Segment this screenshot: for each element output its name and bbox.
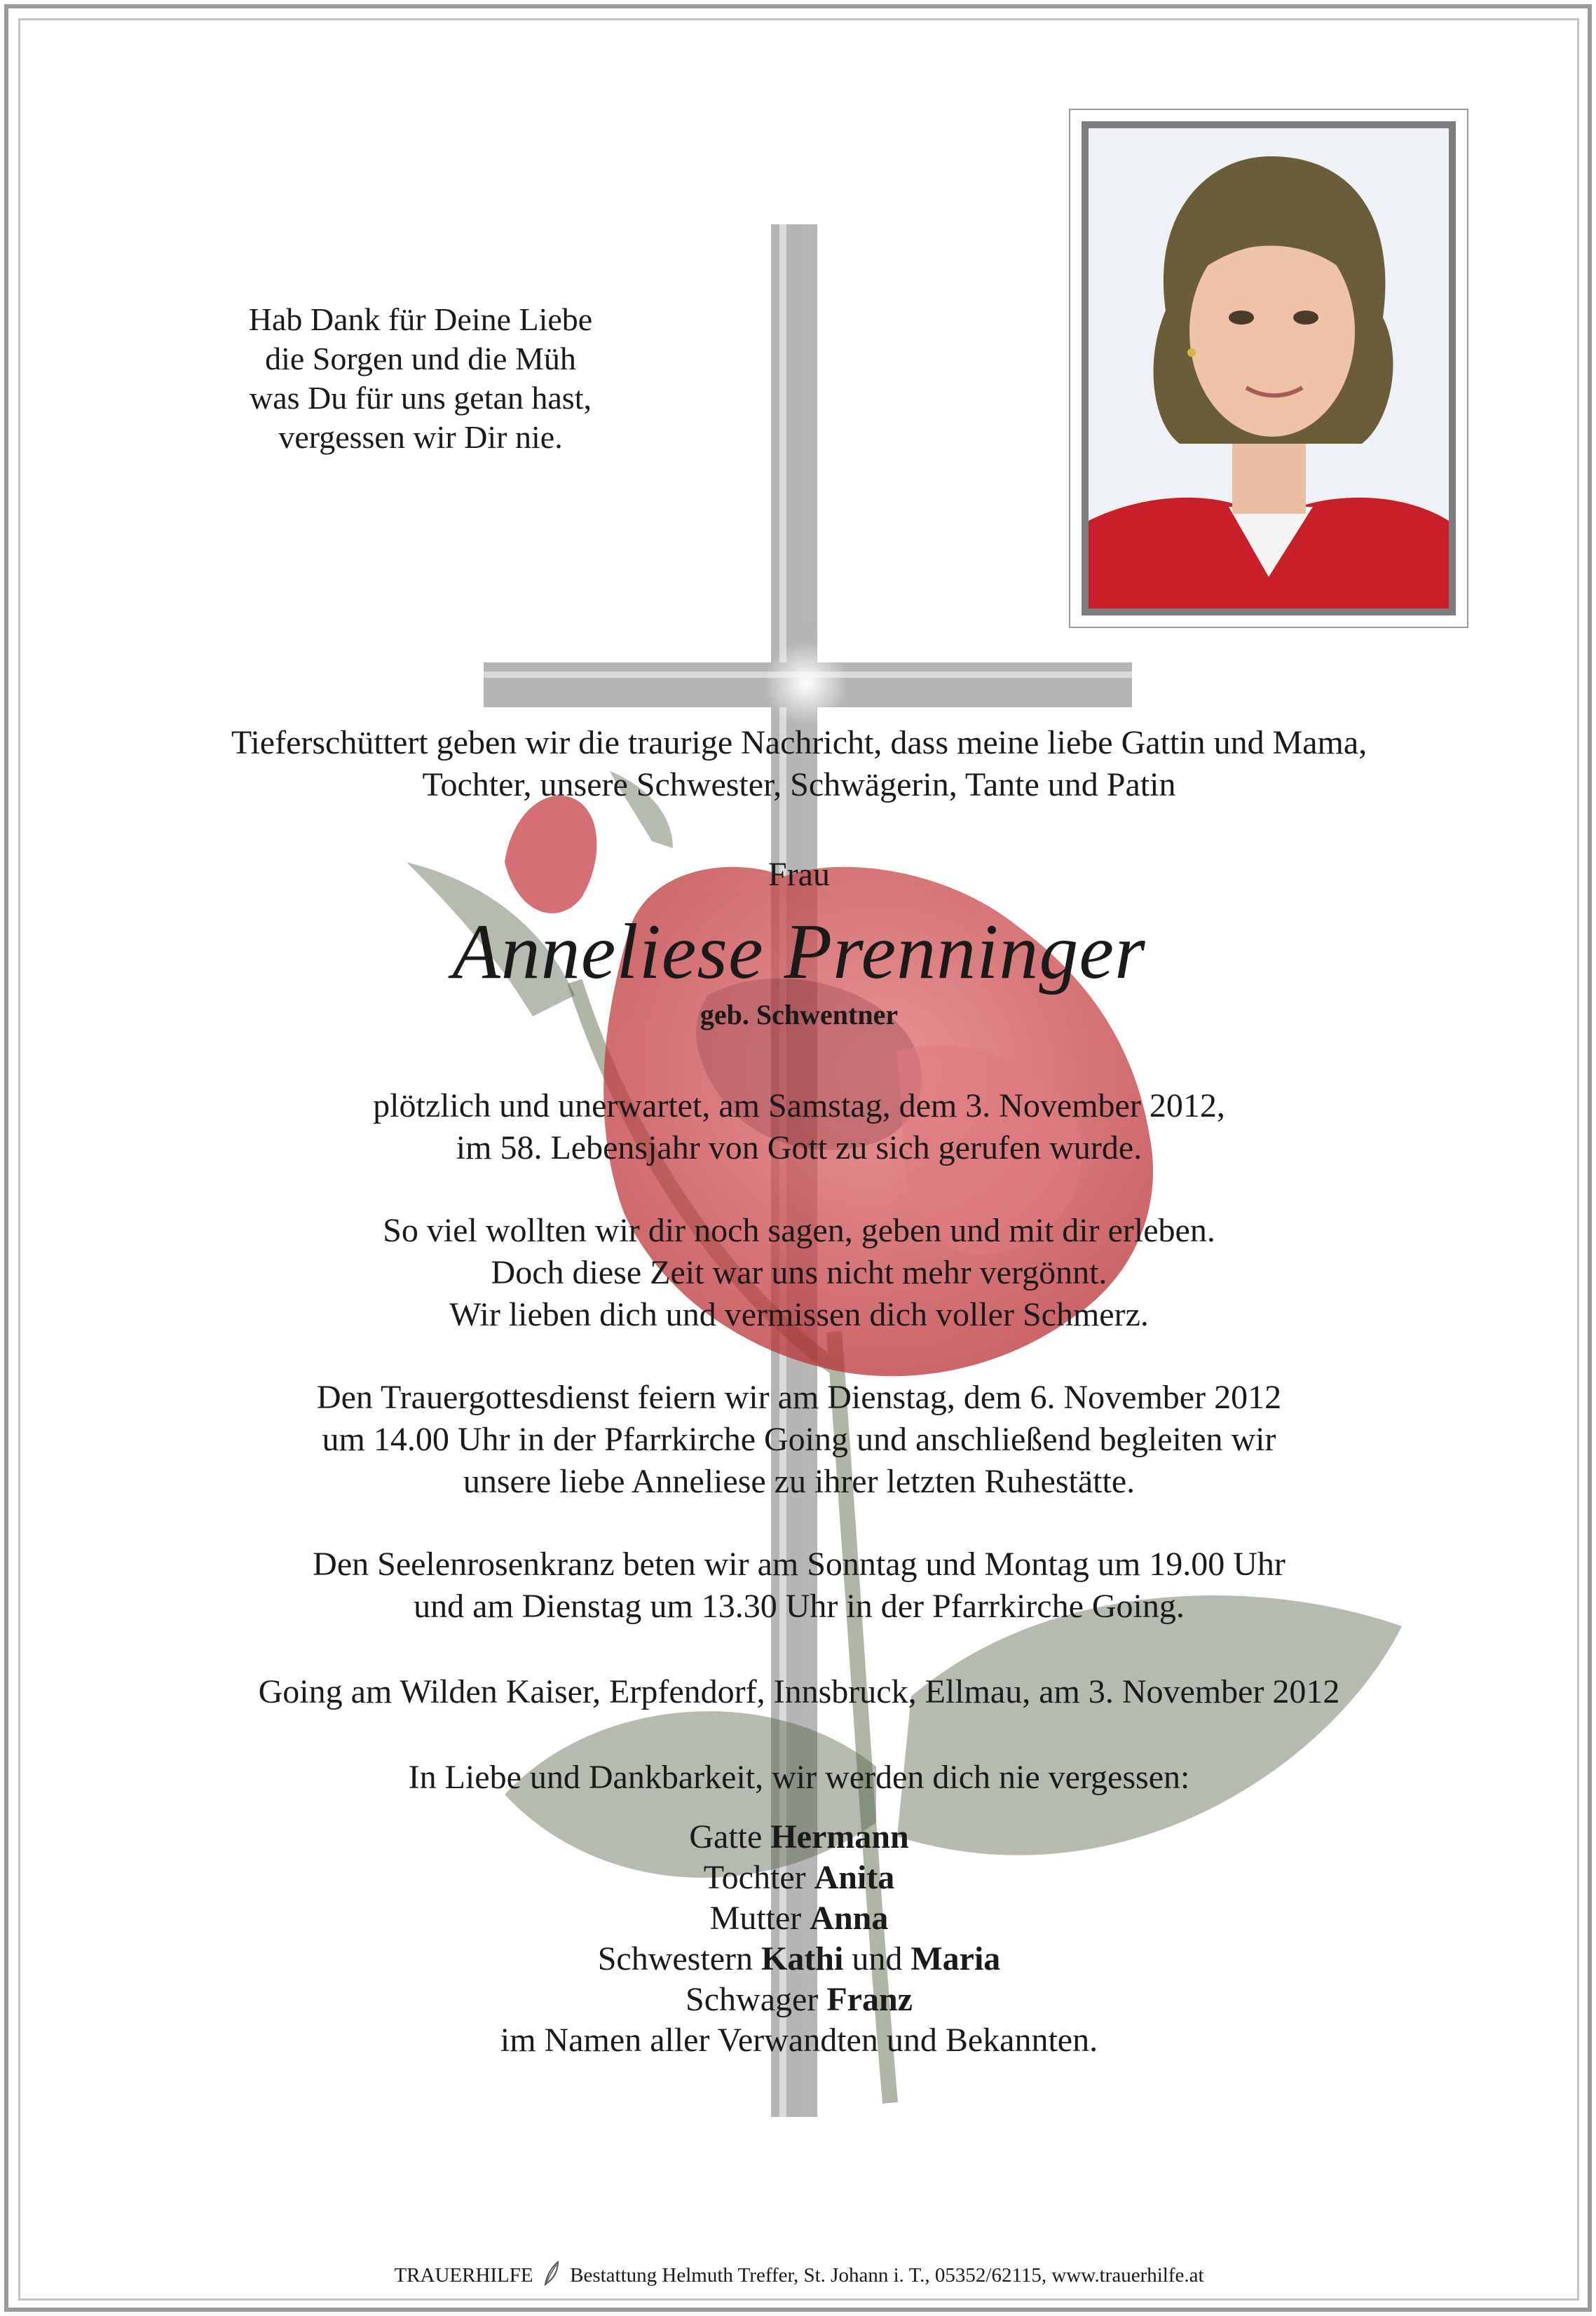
footer-brand: TRAUERHILFE: [394, 2264, 533, 2287]
mourner-relation: Schwestern: [597, 1940, 753, 1977]
mourner-name: Hermann: [770, 1818, 909, 1855]
poem-line: die Sorgen und die Müh: [265, 341, 576, 376]
salutation: Frau: [768, 856, 830, 893]
mourner-row: [112, 1980, 1486, 2020]
rosary-line: Den Seelenrosenkranz beten wir am Sonntag und Montag um 19.00 Uhr: [313, 1546, 1285, 1583]
mourners-list: [112, 1817, 1486, 2061]
mourner-relation: Mutter: [709, 1900, 802, 1937]
portrait-photo: [1089, 128, 1449, 608]
mourner-row: [112, 1939, 1486, 1980]
funeral-info: [112, 1377, 1486, 1503]
mourner-name: Anita: [814, 1859, 895, 1896]
footer-details: Bestattung Helmuth Treffer, St. Johann i. T., 05352/62115, www.trauerhilfe.at: [570, 2264, 1204, 2287]
mourner-name: Maria: [910, 1940, 1001, 1977]
mourner-name: Kathi: [761, 1940, 844, 1977]
poem-line: Hab Dank für Deine Liebe: [248, 301, 593, 337]
birth-name: geb. Schwentner: [700, 999, 899, 1030]
death-notice: [112, 1085, 1486, 1169]
mourner-name: Anna: [810, 1900, 889, 1937]
mourner-row: im Namen aller Verwandten und Bekannten.: [500, 2022, 1098, 2059]
poem-line: was Du für uns getan hast,: [249, 380, 592, 416]
portrait-frame: [1069, 109, 1468, 628]
deceased-name: Anneliese Prenninger: [452, 908, 1146, 995]
footer: [112, 2261, 1486, 2288]
mourner-relation: Gatte: [689, 1818, 763, 1855]
mourner-row: [112, 1898, 1486, 1939]
memorial-poem: [140, 300, 701, 457]
cross-glint-icon: [764, 641, 848, 726]
rosary-line: und am Dienstag um 13.30 Uhr in der Pfarrkirche Going.: [414, 1588, 1185, 1625]
death-notice-line: plötzlich und unerwartet, am Samstag, dem 3. November 2012,: [373, 1087, 1225, 1124]
funeral-line: unsere liebe Anneliese zu ihrer letzten Ruhestätte.: [463, 1463, 1135, 1500]
mourner-relation: Schwager: [686, 1981, 819, 2018]
closing-line: In Liebe und Dankbarkeit, wir werden dich nie vergessen:: [408, 1759, 1190, 1796]
mourner-row: [112, 1858, 1486, 1898]
mourner-row: [112, 1817, 1486, 1858]
intro-line: Tieferschüttert geben wir die traurige Nachricht, dass meine liebe Gattin und Mama,: [231, 724, 1367, 761]
leaf-logo-icon: [543, 2261, 561, 2286]
personal-message: [112, 1210, 1486, 1336]
poem-line: vergessen wir Dir nie.: [278, 419, 563, 455]
message-line: So viel wollten wir dir noch sagen, geben und mit dir erleben.: [383, 1212, 1215, 1249]
funeral-line: Den Trauergottesdienst feiern wir am Dienstag, dem 6. November 2012: [316, 1379, 1282, 1416]
intro-line: Tochter, unsere Schwester, Schwägerin, Tante und Patin: [422, 766, 1176, 803]
mourner-name: Franz: [826, 1981, 913, 2018]
message-line: Doch diese Zeit war uns nicht mehr vergönnt.: [491, 1254, 1107, 1291]
place-and-date: Going am Wilden Kaiser, Erpfendorf, Innsbruck, Ellmau, am 3. November 2012: [258, 1673, 1340, 1710]
rosary-info: [112, 1544, 1486, 1628]
message-line: Wir lieben dich und vermissen dich voller Schmerz.: [449, 1296, 1149, 1333]
announcement-intro: [112, 722, 1486, 806]
mourner-relation: Tochter: [703, 1859, 806, 1896]
portrait-mat: [1082, 121, 1456, 615]
death-notice-line: im 58. Lebensjahr von Gott zu sich gerufen wurde.: [456, 1129, 1143, 1166]
mourner-conjunction: und: [852, 1940, 903, 1977]
funeral-line: um 14.00 Uhr in der Pfarrkirche Going und anschließend begleiten wir: [322, 1421, 1276, 1458]
